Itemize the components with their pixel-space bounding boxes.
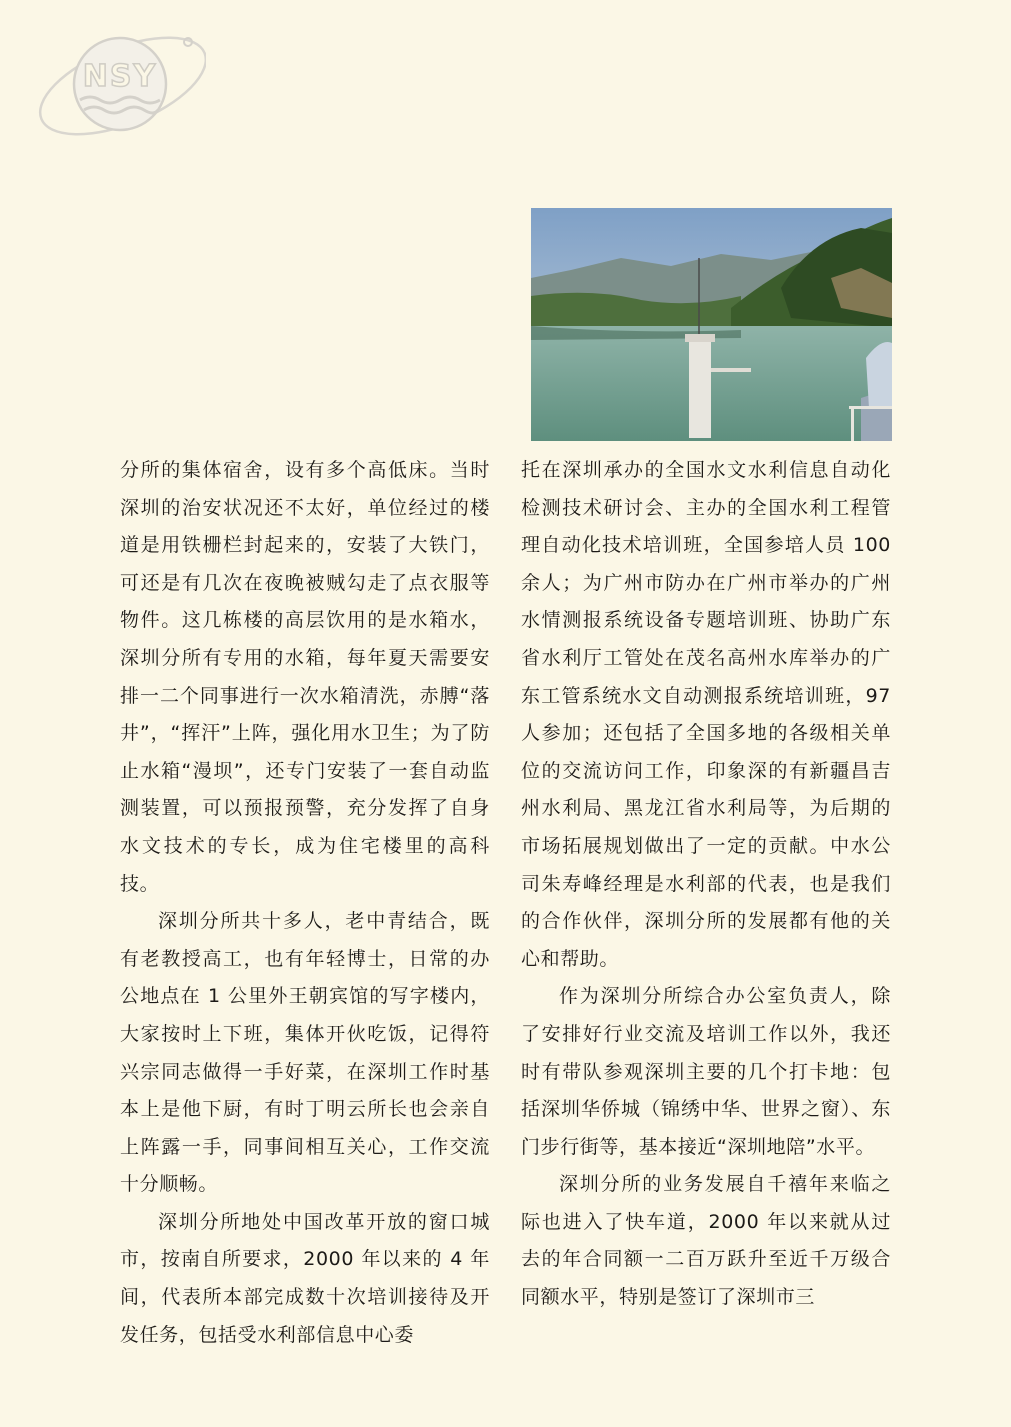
reservoir-photo: [531, 208, 892, 441]
left-paragraph-3: 深圳分所地处中国改革开放的窗口城市，按南自所要求，2000 年以来的 4 年间，代表所本部完成数十次培训接待及开发任务，包括受水利部信息中心委: [120, 1210, 490, 1346]
right-paragraph-1: 托在深圳承办的全国水文水利信息自动化检测技术研讨会、主办的全国水利工程管理自动化技术培训班，全国参培人员 100 余人；为广州市防办在广州市举办的广州水情测报系统设备专题培训班、协助广东省水利厅工管处在茂名高州水库举办的广东工管系统水文自动测报系统培训班，97 人参加；还包括了全国多地的各级相关单位的交流访问工作，印象深的有新疆昌吉州水利局、黑龙江省水利局等，为后期的市场拓展规划做出了一定的贡献。中水公司朱寿峰经理是水利部的代表，也是我们的合作伙伴，深圳分所的发展都有他的关心和帮助。: [521, 459, 891, 970]
left-column: [120, 452, 490, 1354]
nsy-logo-icon: [28, 18, 206, 138]
right-paragraph-2: 作为深圳分所综合办公室负责人，除了安排好行业交流及培训工作以外，我还时有带队参观深圳主要的几个打卡地：包括深圳华侨城（锦绣中华、世界之窗）、东门步行街等，基本接近“深圳地陪”水平。: [521, 985, 891, 1158]
left-paragraph-1: 分所的集体宿舍，设有多个高低床。当时深圳的治安状况还不太好，单位经过的楼道是用铁栅栏封起来的，安装了大铁门，可还是有几次在夜晚被贼勾走了点衣服等物件。这几栋楼的高层饮用的是水箱水，深圳分所有专用的水箱，每年夏天需要安排一二个同事进行一次水箱清洗，赤膊“落井”，“挥汗”上阵，强化用水卫生；为了防止水箱“漫坝”，还专门安装了一套自动监测装置，可以预报预警，充分发挥了自身水文技术的专长，成为住宅楼里的高科技。: [120, 459, 490, 895]
right-paragraph-3: 深圳分所的业务发展自千禧年来临之际也进入了快车道，2000 年以来就从过去的年合同额一二百万跃升至近千万级合同额水平，特别是签订了深圳市三: [521, 1173, 891, 1309]
logo-text: NSY: [82, 59, 158, 94]
right-column: [521, 452, 891, 1317]
left-paragraph-2: 深圳分所共十多人，老中青结合，既有老教授高工，也有年轻博士，日常的办公地点在 1 公里外王朝宾馆的写字楼内，大家按时上下班，集体开伙吃饭，记得符兴宗同志做得一手好菜，在深圳工作时基本上是他下厨，有时丁明云所长也会亲自上阵露一手，同事间相互关心，工作交流十分顺畅。: [120, 910, 490, 1196]
